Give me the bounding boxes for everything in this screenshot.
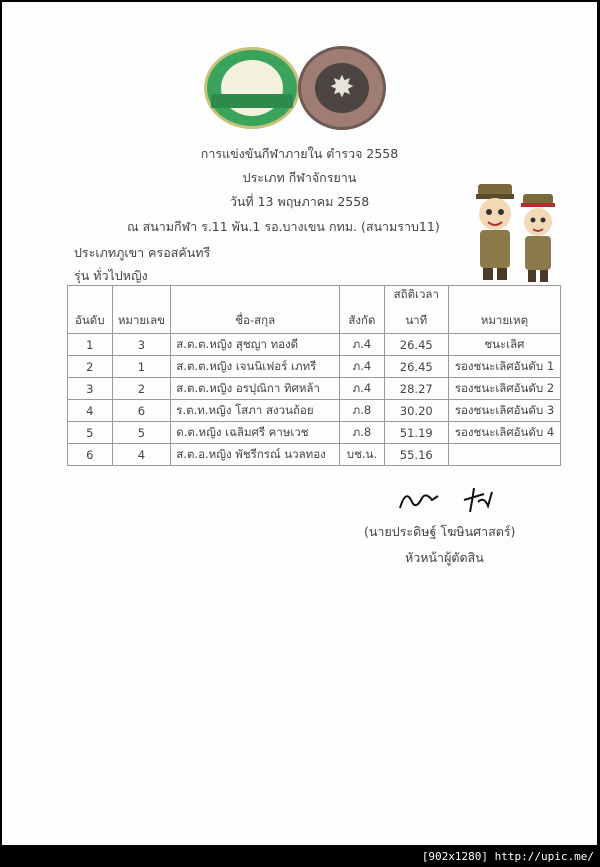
cell-rank: 1 bbox=[68, 334, 113, 356]
cell-name: ส.ต.ต.หญิง เจนนิเฟอร์ เภทรี bbox=[171, 356, 340, 378]
cell-number: 3 bbox=[112, 334, 171, 356]
table-row bbox=[68, 356, 561, 378]
cell-unit: ภ.8 bbox=[340, 400, 385, 422]
table-row bbox=[68, 422, 561, 444]
police-crest-icon: ✸ bbox=[329, 70, 355, 105]
cell-name: ส.ต.อ.หญิง พัชรีกรณ์ นวลทอง bbox=[171, 444, 340, 466]
header-note: หมายเหตุ bbox=[448, 286, 560, 334]
cell-note: รองชนะเลิศอันดับ 2 bbox=[448, 378, 560, 400]
header-line-1: การแข่งขันกีฬาภายใน ตำรวจ 2558 bbox=[200, 146, 399, 161]
cell-time: 55.16 bbox=[384, 444, 448, 466]
results-table bbox=[67, 285, 561, 466]
cell-number: 2 bbox=[112, 378, 171, 400]
cell-unit: ภ.4 bbox=[340, 378, 385, 400]
cell-note: รองชนะเลิศอันดับ 1 bbox=[448, 356, 560, 378]
cell-note: ชนะเลิศ bbox=[448, 334, 560, 356]
table-row bbox=[68, 378, 561, 400]
header-line-2: ประเภท กีฬาจักรยาน bbox=[242, 170, 357, 185]
header-unit: สังกัด bbox=[340, 286, 385, 334]
cell-name: ส.ต.ต.หญิง อรปุณิกา ทิศหล้า bbox=[171, 378, 340, 400]
header-time bbox=[384, 286, 448, 334]
cell-rank: 3 bbox=[68, 378, 113, 400]
signatory-name: (นายประดิษฐ์ โฆษินศาสตร์) bbox=[364, 524, 516, 539]
cell-number: 6 bbox=[112, 400, 171, 422]
cell-rank: 2 bbox=[68, 356, 113, 378]
cell-note: รองชนะเลิศอันดับ 3 bbox=[448, 400, 560, 422]
cell-rank: 5 bbox=[68, 422, 113, 444]
table-row bbox=[68, 444, 561, 466]
image-host-footer bbox=[0, 848, 600, 867]
cell-name: ส.ต.ต.หญิง สุชญา ทองดี bbox=[171, 334, 340, 356]
handwritten-signatures bbox=[392, 480, 512, 520]
policewoman-cartoon bbox=[517, 192, 559, 284]
cell-unit: ภ.8 bbox=[340, 422, 385, 444]
header-name: ชื่อ-สกุล bbox=[171, 286, 340, 334]
table-row bbox=[68, 400, 561, 422]
cell-number: 4 bbox=[112, 444, 171, 466]
event-division: รุ่น ทั่วไปหญิง bbox=[74, 268, 148, 283]
royal-thai-police-seal bbox=[298, 46, 386, 130]
cell-name: ด.ต.หญิง เฉลิมศรี คาษเวช bbox=[171, 422, 340, 444]
cell-time: 26.45 bbox=[384, 334, 448, 356]
police-emblem-logo bbox=[204, 47, 300, 129]
cell-time: 30.20 bbox=[384, 400, 448, 422]
event-type: ประเภทภูเขา ครอสคันทรี bbox=[74, 245, 211, 260]
cell-unit: ภ.4 bbox=[340, 356, 385, 378]
header-number: หมายเลข bbox=[112, 286, 171, 334]
signatory-title: หัวหน้าผู้ตัดสิน bbox=[405, 550, 484, 565]
cell-unit: ภ.4 bbox=[340, 334, 385, 356]
cell-name: ร.ต.ท.หญิง โสภา สงวนถ้อย bbox=[171, 400, 340, 422]
table-row bbox=[68, 334, 561, 356]
cell-time: 51.19 bbox=[384, 422, 448, 444]
cell-note bbox=[448, 444, 560, 466]
header-line-3: วันที่ 13 พฤษภาคม 2558 bbox=[229, 194, 370, 209]
header-line-4: ณ สนามกีฬา ร.11 พัน.1 รอ.บางเขน กทม. (สนามราบ11) bbox=[127, 219, 440, 234]
cell-note: รองชนะเลิศอันดับ 4 bbox=[448, 422, 560, 444]
header-time-top: สถิติเวลา bbox=[393, 287, 439, 301]
cell-rank: 4 bbox=[68, 400, 113, 422]
footer-link-text[interactable]: [902x1280] http://upic.me/ bbox=[421, 850, 594, 863]
document-page bbox=[2, 2, 597, 845]
cell-time: 28.27 bbox=[384, 378, 448, 400]
cell-rank: 6 bbox=[68, 444, 113, 466]
police-officer-cartoon bbox=[470, 182, 520, 282]
table-header-row bbox=[68, 286, 561, 334]
cell-number: 1 bbox=[112, 356, 171, 378]
header-time-bottom: นาที bbox=[405, 313, 428, 327]
cell-time: 26.45 bbox=[384, 356, 448, 378]
cell-number: 5 bbox=[112, 422, 171, 444]
cell-unit: บช.น. bbox=[340, 444, 385, 466]
header-rank: อันดับ bbox=[68, 286, 113, 334]
